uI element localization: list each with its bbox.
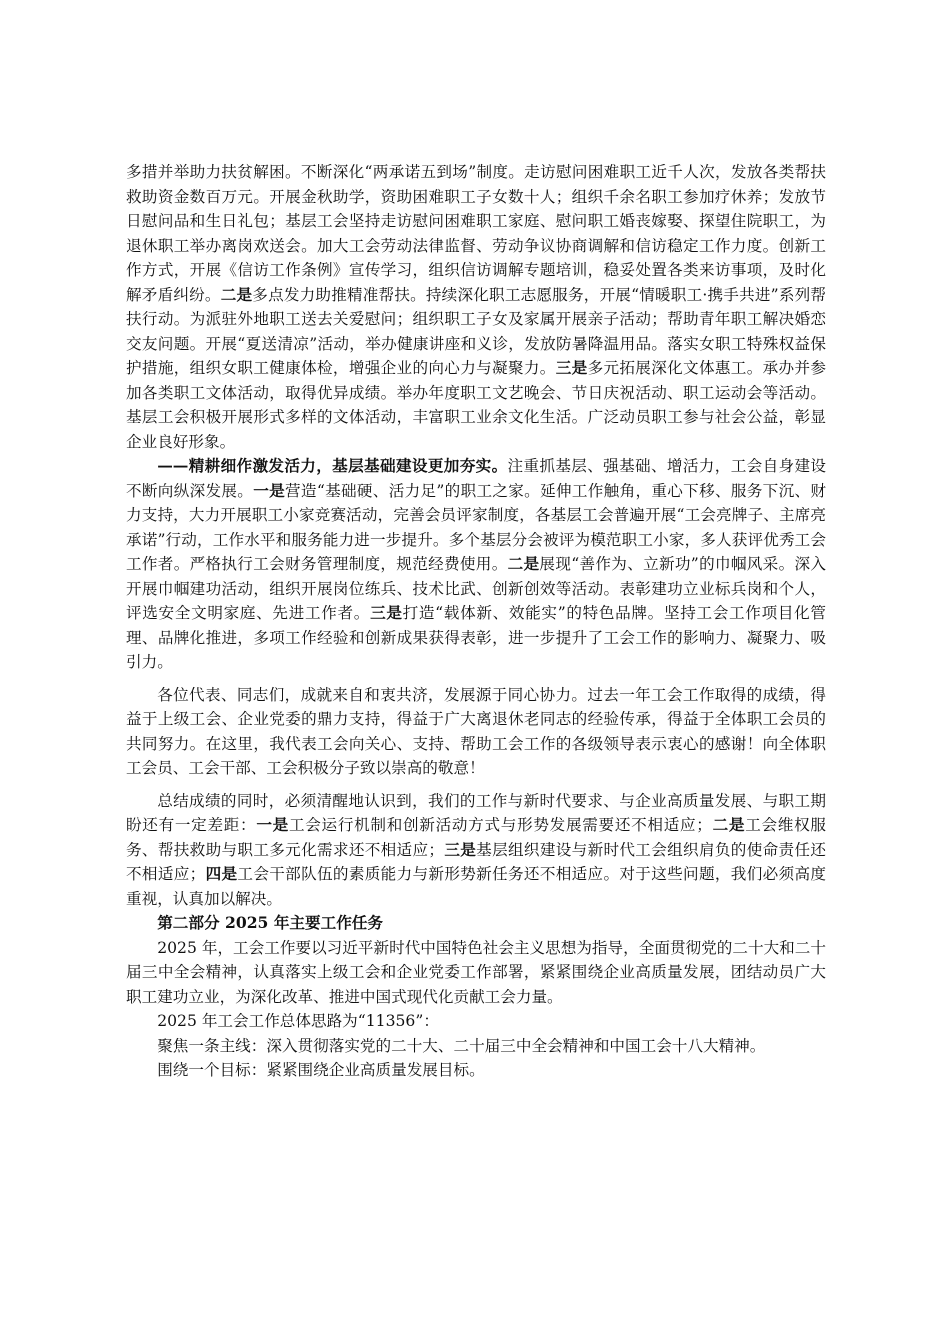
- bold-phrase: 三是: [370, 603, 403, 622]
- document-page: [126, 160, 826, 1083]
- bold-phrase: ——精耕细作激发活力，基层基础建设更加夯实。: [157, 456, 508, 475]
- text-run: 多元拓展深化文体惠工。承办并参加各类职工文体活动，取得优异成绩。举办年度职工文艺晚会、节日庆祝活动、职工运动会等活动。基层工会积极开展形式多样的文体活动，丰富职工业余文化生活。广泛动员职工参与社会公益，彰显企业良好形象。: [126, 359, 826, 451]
- bold-phrase: 二是: [220, 284, 253, 304]
- paragraph-7: 聚焦一条主线：深入贯彻落实党的二十大、二十届三中全会精神和中国工会十八大精神。: [157, 1036, 766, 1055]
- text-run: 工会维权服务、帮扶救助与职工多元化需求还不相适应；: [126, 816, 826, 859]
- text-run: 注重抓基层、强基础、增活力，工会自身建设不断向纵深发展。: [126, 457, 826, 500]
- text-run: 基层组织建设与新时代工会组织肩负的使命责任还不相适应；: [126, 840, 826, 883]
- bold-phrase: 一是: [256, 815, 289, 834]
- paragraph-2: [126, 454, 826, 675]
- paragraph-5: 2025 年，工会工作要以习近平新时代中国特色社会主义思想为指导，全面贯彻党的二十大和二十届三中全会精神，认真落实上级工会和企业党委工作部署，紧紧围绕企业高质量发展，团结动员广大职工建功立业，为深化改革、推进中国式现代化贡献工会力量。: [126, 938, 826, 1006]
- text-run: 多措并举助力扶贫解困。不断深化“两承诺五到场”制度。走访慰问困难职工近千人次，发放各类帮扶救助资金数百万元。开展金秋助学，资助困难职工子女数十人；组织千余名职工参加疗休养；发放节日慰问品和生日礼包；基层工会坚持走访慰问困难职工家庭、慰问职工婚丧嫁娶、探望住院职工，为退休职工举办离岗欢送会。加大工会劳动法律监督、劳动争议协商调解和信访稳定工作力度。创新工作方式，开展《信访工作条例》宣传学习，组织信访调解专题培训，稳妥处置各类来访事项，及时化解矛盾纠纷。: [126, 163, 826, 304]
- bold-phrase: 二是: [711, 815, 746, 834]
- bold-phrase: 一是: [253, 480, 286, 500]
- text-run: 各位代表、同志们，成就来自和衷共济，发展源于同心协力。过去一年工会工作取得的成绩，得益于上级工会、企业党委的鼎力支持，得益于广大离退休老同志的经验传承，得益于全体职工会员的共同努力。在这里，我代表工会向关心、支持、帮助工会工作的各级领导表示衷心的感谢！向全体职工会员、工会干部、工会积极分子致以崇高的敬意！: [126, 685, 826, 777]
- text-run: 营造“基础硬、活力足”的职工之家。延伸工作触角，重心下移、服务下沉、财力支持，大力开展职工小家竞赛活动，完善会员评家制度，各基层工会普遍开展“工会亮牌子、主席亮承诺”行动，工作水平和服务能力进一步提升。多个基层分会被评为模范职工小家，多人获评优秀工会工作者。严格执行工会财务管理制度，规范经费使用。: [126, 481, 826, 573]
- paragraph-3: [126, 683, 826, 781]
- bold-phrase: 三是: [555, 358, 588, 377]
- text-run: 展现“善作为、立新功”的巾帼风采。深入开展巾帼建功活动，组织开展岗位练兵、技术比武、创新创效等活动。表彰建功立业标兵岗和个人，评选安全文明家庭、先进工作者。: [126, 555, 826, 622]
- text-run: 工会运行机制和创新活动方式与形势发展需要还不相适应；: [288, 816, 712, 834]
- text-run: 工会干部队伍的素质能力与新形势新任务还不相适应。对于这些问题，我们必须高度重视，认真加以解决。: [126, 865, 826, 908]
- section-heading: 第二部分 2025 年主要工作任务: [157, 913, 383, 932]
- text-run: 总结成绩的同时，必须清醒地认识到，我们的工作与新时代要求、与企业高质量发展、与职工期盼还有一定差距：: [126, 791, 826, 834]
- bold-phrase: 三是: [444, 839, 477, 859]
- paragraph-1: [126, 160, 826, 454]
- bold-phrase: 二是: [507, 554, 540, 573]
- paragraph-group: [126, 160, 826, 911]
- paragraph-6: 2025 年工会工作总体思路为“11356”：: [157, 1012, 439, 1030]
- bold-phrase: 四是: [205, 864, 238, 883]
- paragraph-4: [126, 789, 826, 912]
- text-run: 多点发力助推精准帮扶。持续深化职工志愿服务，开展“情暖职工·携手共进”系列帮扶行动。为派驻外地职工送去关爱慰问；组织职工子女及家属开展亲子活动；帮助青年职工解决婚恋交友问题。开展“夏送清凉”活动，举办健康讲座和义诊，发放防暑降温用品。落实女职工特殊权益保护措施，组织女职工健康体检，增强企业的向心力与凝聚力。: [126, 285, 826, 377]
- paragraph-8: 围绕一个目标：紧紧围绕企业高质量发展目标。: [157, 1061, 485, 1079]
- text-run: 打造“载体新、效能实”的特色品牌。坚持工会工作项目化管理、品牌化推进，多项工作经验和创新成果获得表彰，进一步提升了工会工作的影响力、凝聚力、吸引力。: [126, 604, 826, 671]
